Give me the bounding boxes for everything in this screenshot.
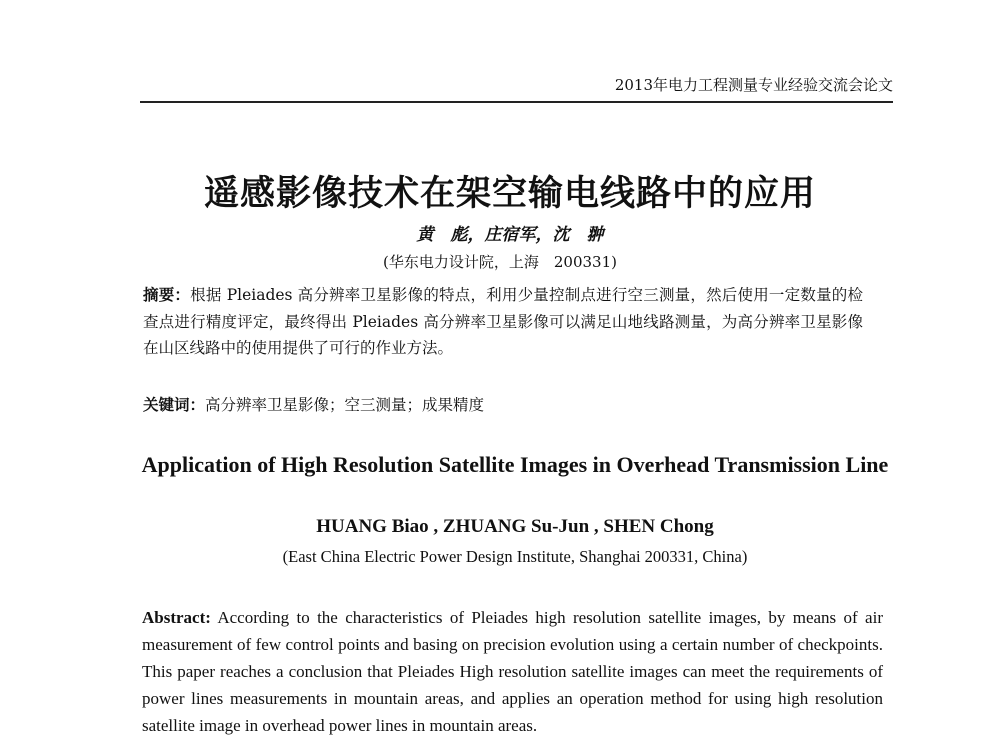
abstract-cn [143, 282, 863, 362]
authors-cn: 黄 彪，庄宿军，沈 翀 [416, 225, 604, 245]
keywords-cn [143, 392, 863, 419]
authors-en: HUANG Biao , ZHUANG Su-Jun , SHEN Chong [316, 516, 714, 537]
abstract-label-cn: 摘要： [143, 286, 191, 304]
abstract-en [142, 604, 883, 739]
header-rule [140, 101, 893, 103]
paper-title-cn: 遥感影像技术在架空输电线路中的应用 [203, 174, 816, 214]
abstract-label-en: Abstract: [142, 608, 211, 627]
abstract-text-cn: 根据 Pleiades 高分辨率卫星影像的特点，利用少量控制点进行空三测量，然后使用一定数量的检查点进行精度评定，最终得出 Pleiades 高分辨率卫星影像可以满足山地线路测量，为高分辨率卫星影像在山区线路中的使用提供了可行的作业方法。 [143, 286, 863, 357]
keywords-label-cn: 关键词： [143, 396, 206, 414]
paper-title-en: Application of High Resolution Satellite Images in Overhead Transmission Line [141, 452, 889, 477]
running-header: 2013年电力工程测量专业经验交流会论文 [614, 76, 893, 94]
affiliation-en: (East China Electric Power Design Institute, Shanghai 200331, China) [282, 547, 748, 566]
affiliation-cn: (华东电力设计院，上海 200331) [383, 253, 617, 271]
abstract-text-en: According to the characteristics of Pleiades high resolution satellite images, by means of air measurement of few control points and basing on precision evolution using a certain number of checkpoints. This paper reaches a conclusion that Pleiades High resolution satellite images can meet the requirements of power lines measurements in mountain areas, and applies an operation method for using high resolution satellite image in overhead power lines in mountain areas. [142, 608, 883, 735]
keywords-text-cn: 高分辨率卫星影像；空三测量；成果精度 [205, 396, 485, 414]
